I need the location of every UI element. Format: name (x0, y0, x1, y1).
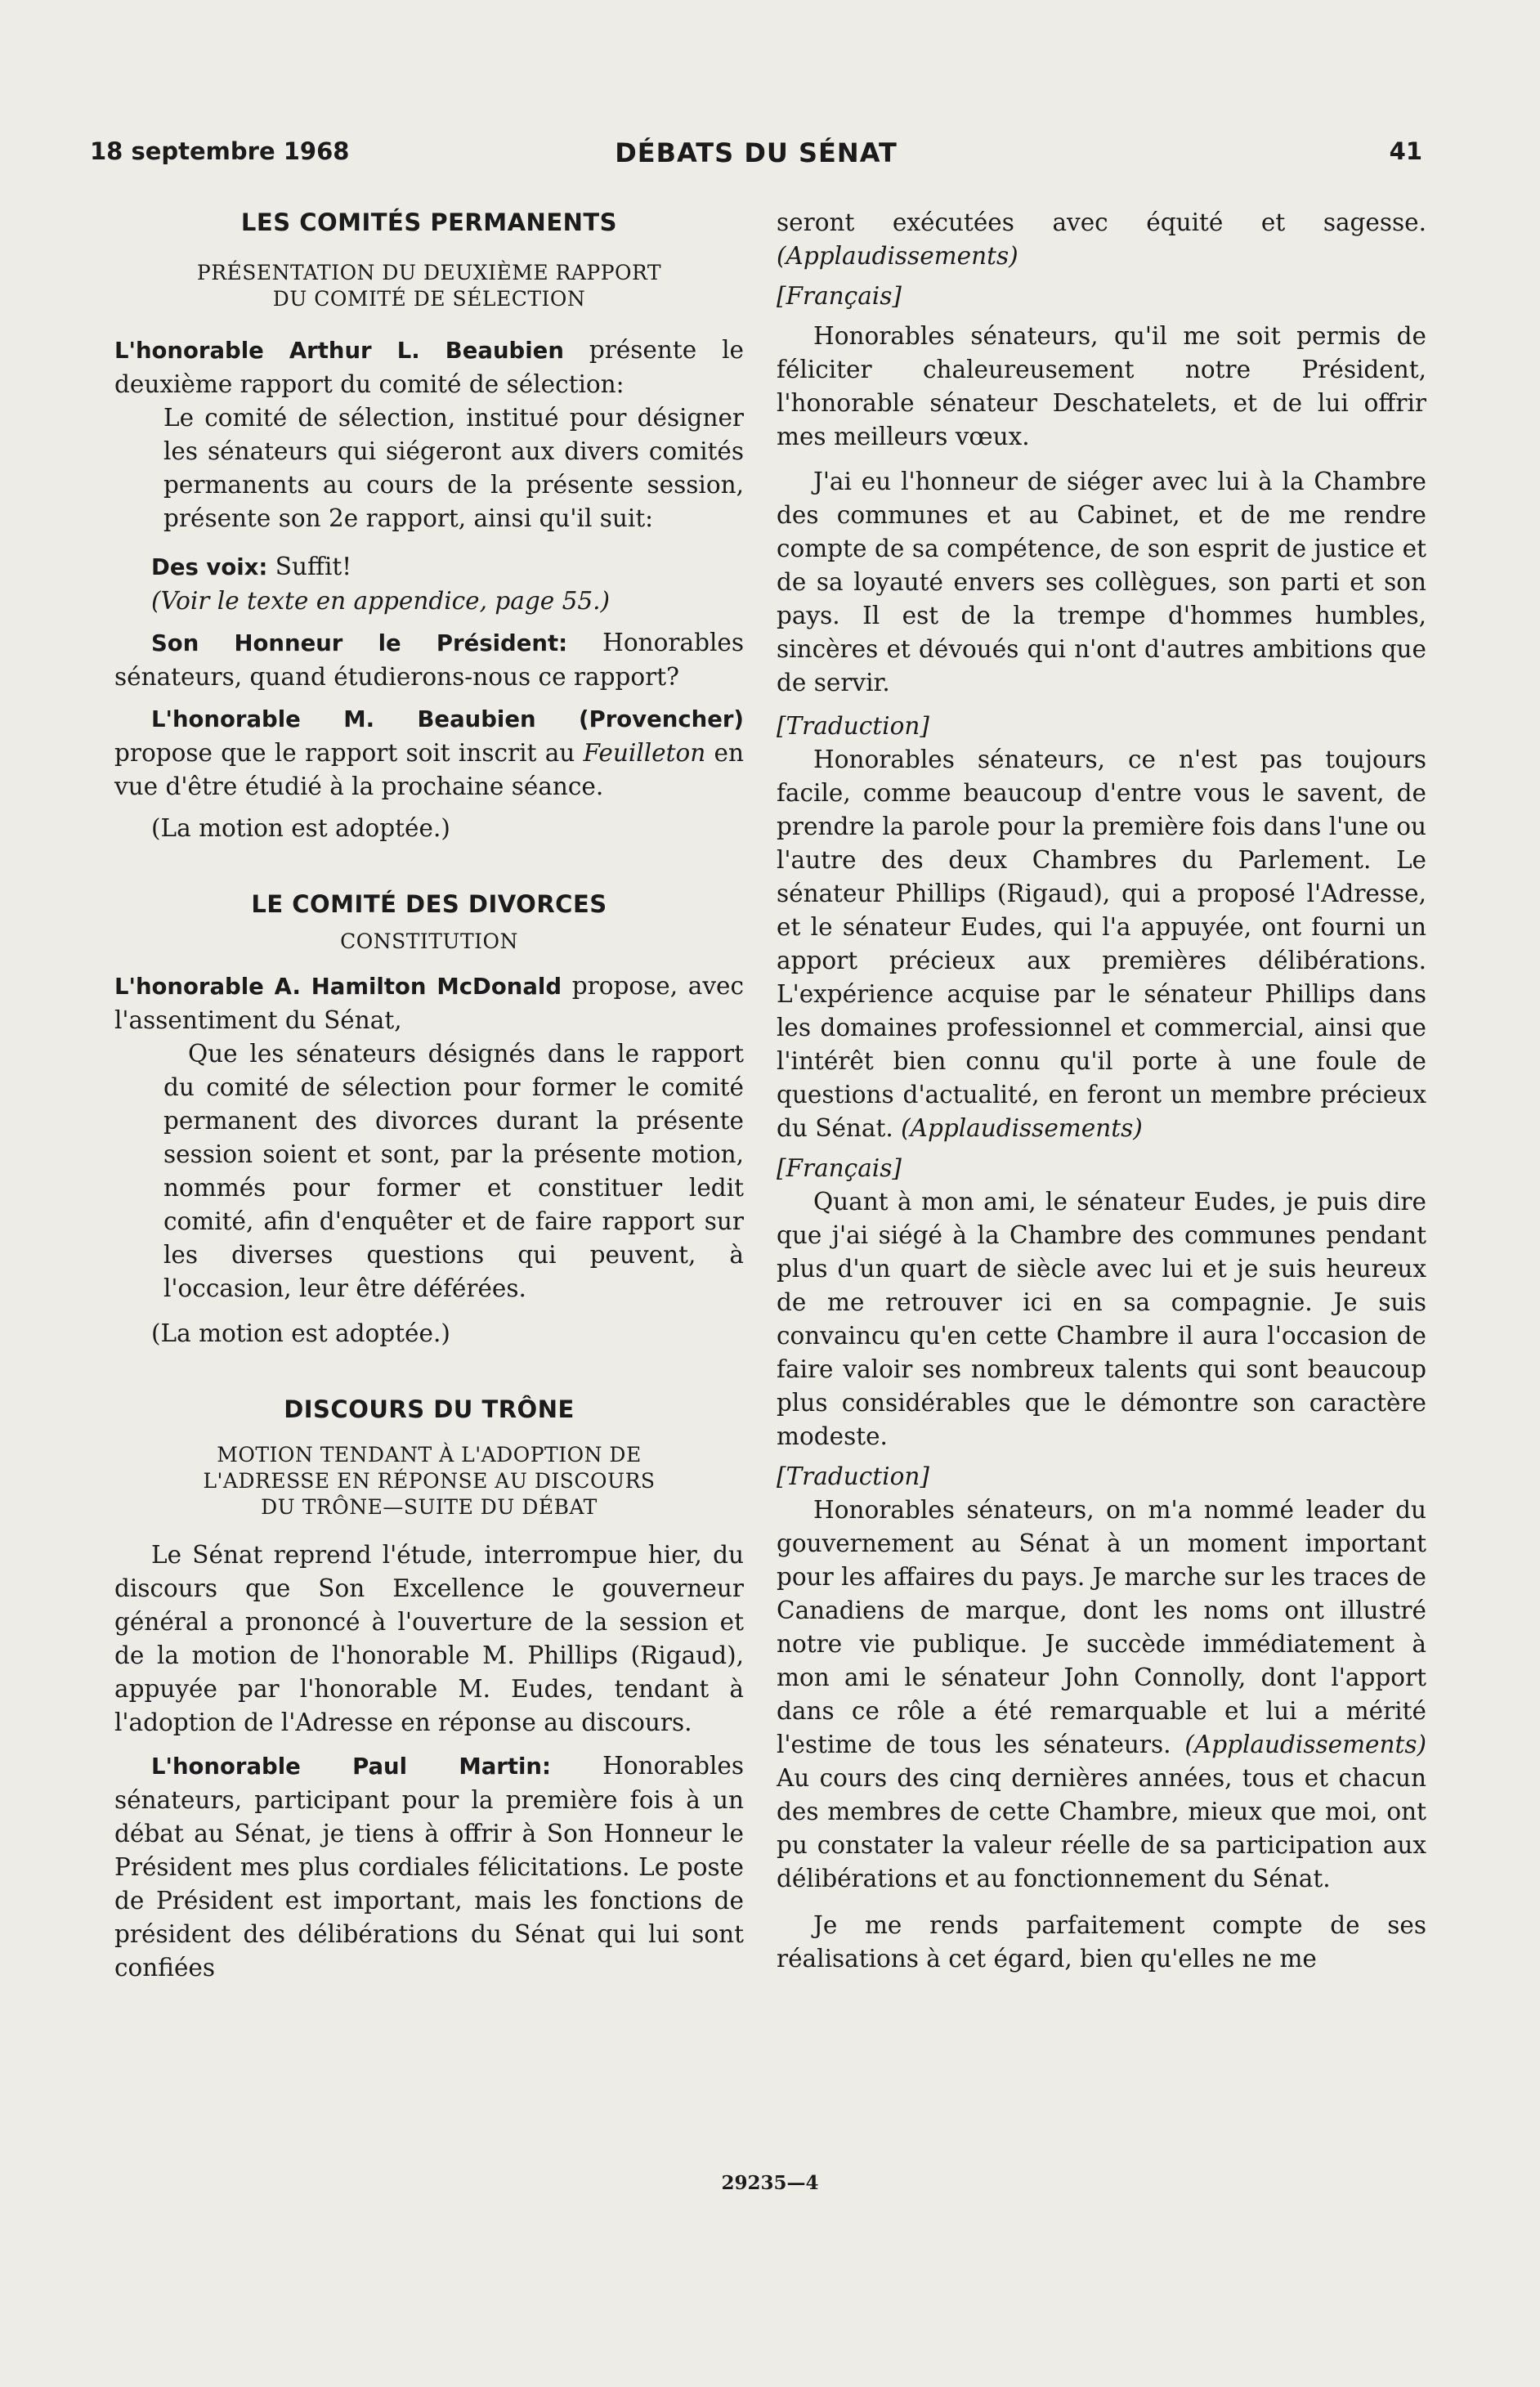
paragraph: Quant à mon ami, le sénateur Eudes, je puis dire que j'ai siégé à la Chambre des communes pendant plus d'un quart de siècle avec lui et je suis heureux de me retrouver ici en sa compagnie. Je suis convaincu qu'en cette Chambre il aura l'occasion de faire valoir ses nombreux talents qui sont beaucoup plus considérables que le démontre son caractère modeste. (777, 1188, 1426, 1450)
section-subtitle: DU COMITÉ DE SÉLECTION (272, 287, 586, 311)
paragraph (777, 206, 1426, 273)
paragraph (114, 970, 744, 1037)
paragraph-text: Honorables sénateurs, quand étudierons-nous ce rapport? (114, 629, 744, 691)
section-subtitle: MOTION TENDANT À L'ADOPTION DE (217, 1443, 642, 1467)
paragraph (114, 702, 744, 804)
speaker-name: L'honorable A. Hamilton McDonald (114, 974, 562, 1000)
section-subtitle: PRÉSENTATION DU DEUXIÈME RAPPORT (196, 261, 662, 284)
paragraph-text: Suffit! (267, 553, 352, 580)
speaker-name: L'honorable Arthur L. Beaubien (114, 338, 564, 364)
paragraph (114, 1749, 744, 1985)
header-title: DÉBATS DU SÉNAT (615, 137, 898, 168)
speaker-name: Des voix: (151, 554, 268, 580)
paragraph: J'ai eu l'honneur de siéger avec lui à la Chambre des communes et au Cabinet, et de me rendre compte de sa compétence, de son esprit de justice et de sa loyauté envers ses collègues, son parti et son pays. Il est de la trempe d'hommes humbles, sincères et dévoués qui n'ont d'autres ambitions que de servir. (777, 468, 1426, 696)
right-column (777, 206, 1426, 1976)
applause-note: (Applaudissements) (901, 1114, 1143, 1142)
speaker-name: L'honorable M. Beaubien (Provencher) (151, 706, 744, 732)
paragraph (114, 334, 744, 401)
quoted-motion (114, 1037, 744, 1305)
section-subtitle: CONSTITUTION (340, 929, 518, 953)
paragraph-text: seront exécutées avec équité et sagesse. (777, 208, 1426, 236)
paragraph-text: propose, avec l'assentiment du Sénat, (114, 972, 744, 1034)
motion-adopted: (La motion est adoptée.) (151, 814, 450, 842)
paragraph-text: Honorables sénateurs, on m'a nommé leader du gouvernement au Sénat à un moment important pour les affaires du pays. Je marche sur les traces de Canadiens de marque, dont les noms ont illustré notre vie publique. Je succède immédiatement à mon ami le sénateur John Connolly, dont l'apport dans ce rôle a été remarquable et lui a mérité l'estime de tous les sénateurs. (777, 1496, 1426, 1758)
paragraph-text: Honorables sénateurs, participant pour la première fois à un débat au Sénat, je tiens à offrir à Son Honneur le Président mes plus cordiales félicitations. Le poste de Président est important, mais les fonctions de président des délibérations du Sénat qui lui sont confiées (114, 1752, 744, 1982)
page-number: 41 (1389, 137, 1422, 165)
language-marker: [Français] (777, 1154, 902, 1182)
paragraph: Le Sénat reprend l'étude, interrompue hier, du discours que Son Excellence le gouverneur général a prononcé à l'ouverture de la session et de la motion de l'honorable M. Phillips (Rigaud), appuyée par l'honorable M. Eudes, tendant à l'adoption de l'Adresse en réponse au discours. (114, 1541, 744, 1736)
speaker-name: L'honorable Paul Martin: (151, 1753, 552, 1780)
speaker-name: Son Honneur le Président: (151, 630, 568, 656)
printer-signature: 29235—4 (721, 2172, 819, 2194)
section-subtitle: L'ADRESSE EN RÉPONSE AU DISCOURS (203, 1469, 656, 1493)
paragraph (777, 1494, 1426, 1896)
language-marker: [Français] (777, 282, 902, 310)
section-title-discours-trone: DISCOURS DU TRÔNE (284, 1395, 575, 1423)
left-column (114, 206, 744, 1985)
motion-adopted: (La motion est adoptée.) (151, 1319, 450, 1347)
section-title-comite-divorces: LE COMITÉ DES DIVORCES (251, 890, 607, 918)
paragraph: Honorables sénateurs, qu'il me soit permis de féliciter chaleureusement notre Président, l'honorable sénateur Deschatelets, et de lui offrir mes meilleurs vœux. (777, 322, 1426, 450)
language-marker: [Traduction] (777, 712, 929, 740)
paragraph-text: présente le deuxième rapport du comité de sélection: (114, 336, 744, 398)
paragraph-text: en vue d'être étudié à la prochaine séance. (114, 739, 744, 800)
appendix-reference: (Voir le texte en appendice, page 55.) (151, 587, 611, 615)
quoted-report (114, 401, 744, 535)
paragraph (114, 626, 744, 694)
section-title-comites-permanents: LES COMITÉS PERMANENTS (240, 208, 618, 236)
header-date: 18 septembre 1968 (90, 137, 350, 165)
paragraph-text: Au cours des cinq dernières années, tous et chacun des membres de cette Chambre, mieux que moi, ont pu constater la valeur réelle de sa participation aux délibérations et au fonctionnement du Sénat. (777, 1764, 1426, 1892)
section-subtitle: DU TRÔNE—SUITE DU DÉBAT (261, 1495, 598, 1519)
running-header (90, 137, 1422, 178)
paragraph: Je me rends parfaitement compte de ses réalisations à cet égard, bien qu'elles ne me (777, 1911, 1426, 1973)
quote-text: Le comité de sélection, institué pour désigner les sénateurs qui siégeront aux divers comités permanents au cours de la présente session, présente son 2e rapport, ainsi qu'il suit: (163, 404, 744, 532)
language-marker: [Traduction] (777, 1462, 929, 1490)
paragraph (777, 743, 1426, 1145)
paragraph (114, 550, 744, 584)
italic-term: Feuilleton (583, 739, 706, 767)
paragraph-text: Honorables sénateurs, ce n'est pas toujours facile, comme beaucoup d'entre vous le savent, de prendre la parole pour la première fois dans l'une ou l'autre des deux Chambres du Parlement. Le sénateur Phillips (Rigaud), qui a proposé l'Adresse, et le sénateur Eudes, qui l'a appuyée, ont fourni un apport précieux aux premières délibérations. L'expérience acquise par le sénateur Phillips dans les domaines professionnel et commercial, ainsi que l'intérêt bien connu qu'il porte à une foule de questions d'actualité, en feront un membre précieux du Sénat. (777, 746, 1426, 1142)
paragraph-text: propose que le rapport soit inscrit au (114, 739, 584, 767)
quote-text: Que les sénateurs désignés dans le rapport du comité de sélection pour former le comité permanent des divorces durant la présente session soient et sont, par la présente motion, nommés pour former et constituer ledit comité, afin d'enquêter et de faire rapport sur les diverses questions qui peuvent, à l'occasion, leur être déférées. (163, 1040, 744, 1302)
applause-note: (Applaudissements) (1184, 1731, 1426, 1758)
applause-note: (Applaudissements) (777, 242, 1018, 270)
